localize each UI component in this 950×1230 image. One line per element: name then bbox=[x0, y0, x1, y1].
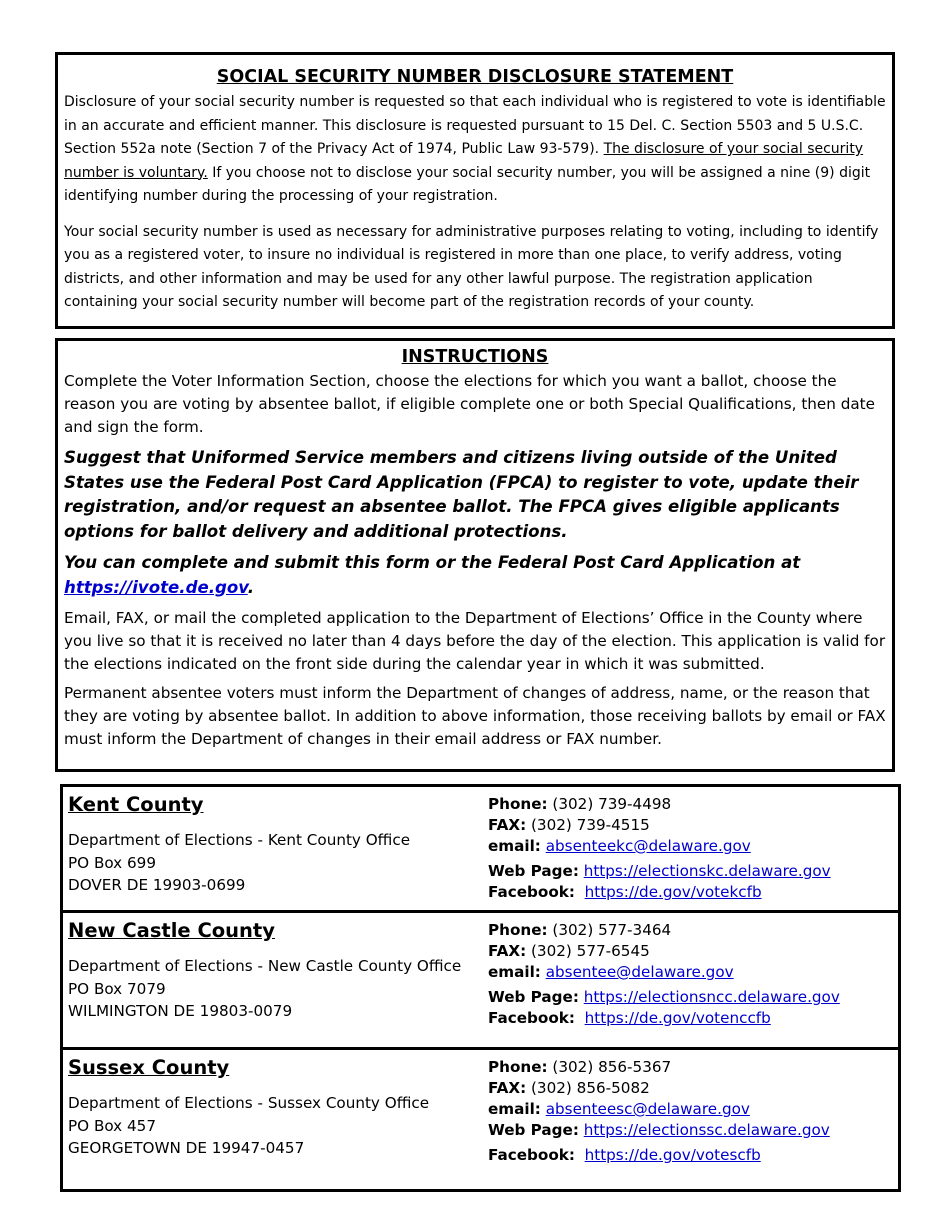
email-link[interactable]: absenteekc@delaware.gov bbox=[545, 837, 751, 855]
phone-row bbox=[488, 794, 831, 815]
phone-label: Phone: bbox=[488, 795, 548, 813]
county-offices-table bbox=[60, 784, 901, 1192]
instructions-paragraph-4: Email, FAX, or mail the completed application to the Department of Elections’ Office in the County where you live so that it is received no later than 4 days before the day of the election. This application is valid for the elections indicated on the front side during the calendar year in which it was submitted. bbox=[64, 609, 886, 673]
county-new-castle bbox=[63, 913, 898, 1050]
instructions-section bbox=[55, 338, 895, 772]
ssn-paragraph-2: Your social security number is used as necessary for administrative purposes relating to voting, including to identify you as a registered voter, to insure no individual is registered in more than one place, to verify address, voting districts, and other information and may be used for any other lawful purpose. The registration application containing your social security number will become part of the registration records of your county. bbox=[64, 223, 879, 310]
county-po-box: PO Box 457 bbox=[68, 1116, 156, 1135]
county-office: Department of Elections - New Castle County Office bbox=[68, 957, 462, 975]
county-contact-block bbox=[488, 1057, 830, 1166]
instructions-online-submit bbox=[64, 551, 886, 600]
county-office: Department of Elections - Sussex County Office bbox=[68, 1094, 430, 1112]
email-label: email: bbox=[488, 837, 541, 855]
web-link[interactable]: https://electionskc.delaware.gov bbox=[583, 862, 831, 880]
fax-row bbox=[488, 941, 840, 962]
email-link[interactable]: absenteesc@delaware.gov bbox=[545, 1100, 750, 1118]
web-link[interactable]: https://electionsncc.delaware.gov bbox=[583, 988, 840, 1006]
county-sussex bbox=[63, 1050, 898, 1189]
county-address-block bbox=[68, 917, 461, 1023]
county-city: GEORGETOWN DE 19947-0457 bbox=[68, 1139, 305, 1157]
instructions-title: INSTRUCTIONS bbox=[401, 347, 549, 367]
facebook-label: Facebook: bbox=[488, 1009, 575, 1027]
county-name: Kent County bbox=[68, 793, 204, 816]
facebook-link[interactable]: https://de.gov/votekcfb bbox=[584, 883, 762, 901]
web-label: Web Page: bbox=[488, 1121, 579, 1139]
fax-row bbox=[488, 1078, 830, 1099]
phone-label: Phone: bbox=[488, 1058, 548, 1076]
county-kent bbox=[63, 787, 898, 913]
county-city: WILMINGTON DE 19803-0079 bbox=[68, 1002, 293, 1020]
web-link[interactable]: https://electionssc.delaware.gov bbox=[583, 1121, 830, 1139]
phone-value: (302) 577-3464 bbox=[552, 921, 672, 939]
county-name: Sussex County bbox=[68, 1056, 230, 1079]
ssn-p1-text-a: Disclosure of your social security number is requested so that each individual who is registered to vote is identifiable in an accurate and efficient manner. This disclosure is requested pursuant to 15 Del. C. Section 5503 and 5 U.S.C. Section 552a note (Section 7 of the Privacy Act of 1974, Public Law 93-579). bbox=[64, 94, 886, 157]
facebook-row bbox=[488, 882, 831, 903]
email-label: email: bbox=[488, 1100, 541, 1118]
online-submit-end: . bbox=[247, 577, 255, 597]
web-row bbox=[488, 861, 831, 882]
instructions-fpca-suggestion: Suggest that Uniformed Service members and citizens living outside of the United States use the Federal Post Card Application (FPCA) to register to vote, update their registration, and/or request an absentee ballot. The FPCA gives eligible applicants options for ballot delivery and additional protections. bbox=[64, 448, 859, 541]
instructions-paragraph-1: Complete the Voter Information Section, choose the elections for which you want a ballot, choose the reason you are voting by absentee ballot, if eligible complete one or both Special Qualifications, then date and sign the form. bbox=[64, 372, 875, 436]
facebook-link[interactable]: https://de.gov/votescfb bbox=[584, 1146, 761, 1164]
email-link[interactable]: absentee@delaware.gov bbox=[545, 963, 734, 981]
fax-label: FAX: bbox=[488, 1079, 527, 1097]
ssn-paragraph-1 bbox=[64, 91, 886, 209]
ssn-disclosure-section bbox=[55, 52, 895, 329]
online-submit-text: You can complete and submit this form or the Federal Post Card Application at bbox=[64, 553, 801, 572]
ssn-p1-text-b: If you choose not to disclose your social security number, you will be assigned a nine (9) digit identifying number during the processing of your registration. bbox=[64, 164, 871, 204]
county-po-box: PO Box 7079 bbox=[68, 979, 166, 998]
county-office: Department of Elections - Kent County Office bbox=[68, 831, 411, 849]
county-city: DOVER DE 19903-0699 bbox=[68, 876, 246, 894]
county-po-box: PO Box 699 bbox=[68, 853, 156, 872]
facebook-row bbox=[488, 1145, 830, 1166]
facebook-row bbox=[488, 1008, 840, 1029]
email-label: email: bbox=[488, 963, 541, 981]
phone-row bbox=[488, 920, 840, 941]
fax-value: (302) 739-4515 bbox=[531, 816, 650, 834]
fax-label: FAX: bbox=[488, 816, 527, 834]
ssn-voluntary-statement: The disclosure of your social security number is voluntary. bbox=[64, 141, 864, 181]
fax-value: (302) 856-5082 bbox=[531, 1079, 650, 1097]
county-name: New Castle County bbox=[68, 919, 275, 942]
web-row bbox=[488, 1120, 830, 1141]
county-contact-block bbox=[488, 794, 831, 903]
ivote-link[interactable]: https://ivote.de.gov bbox=[64, 577, 248, 597]
ssn-title: SOCIAL SECURITY NUMBER DISCLOSURE STATEMENT bbox=[216, 67, 734, 87]
phone-label: Phone: bbox=[488, 921, 548, 939]
county-address-block bbox=[68, 1054, 429, 1160]
phone-value: (302) 739-4498 bbox=[552, 795, 672, 813]
facebook-label: Facebook: bbox=[488, 883, 575, 901]
email-row bbox=[488, 836, 831, 857]
instructions-paragraph-5: Permanent absentee voters must inform the Department of changes of address, name, or the reason that they are voting by absentee ballot. In addition to above information, those receiving ballots by email or FAX must inform the Department of changes in their email address or FAX number. bbox=[64, 684, 886, 748]
web-row bbox=[488, 987, 840, 1008]
fax-label: FAX: bbox=[488, 942, 527, 960]
web-label: Web Page: bbox=[488, 862, 579, 880]
county-contact-block bbox=[488, 920, 840, 1029]
web-label: Web Page: bbox=[488, 988, 579, 1006]
fax-row bbox=[488, 815, 831, 836]
phone-row bbox=[488, 1057, 830, 1078]
county-address-block bbox=[68, 791, 410, 897]
facebook-label: Facebook: bbox=[488, 1146, 575, 1164]
phone-value: (302) 856-5367 bbox=[552, 1058, 672, 1076]
email-row bbox=[488, 1099, 830, 1120]
fax-value: (302) 577-6545 bbox=[531, 942, 650, 960]
email-row bbox=[488, 962, 840, 983]
facebook-link[interactable]: https://de.gov/votenccfb bbox=[584, 1009, 771, 1027]
